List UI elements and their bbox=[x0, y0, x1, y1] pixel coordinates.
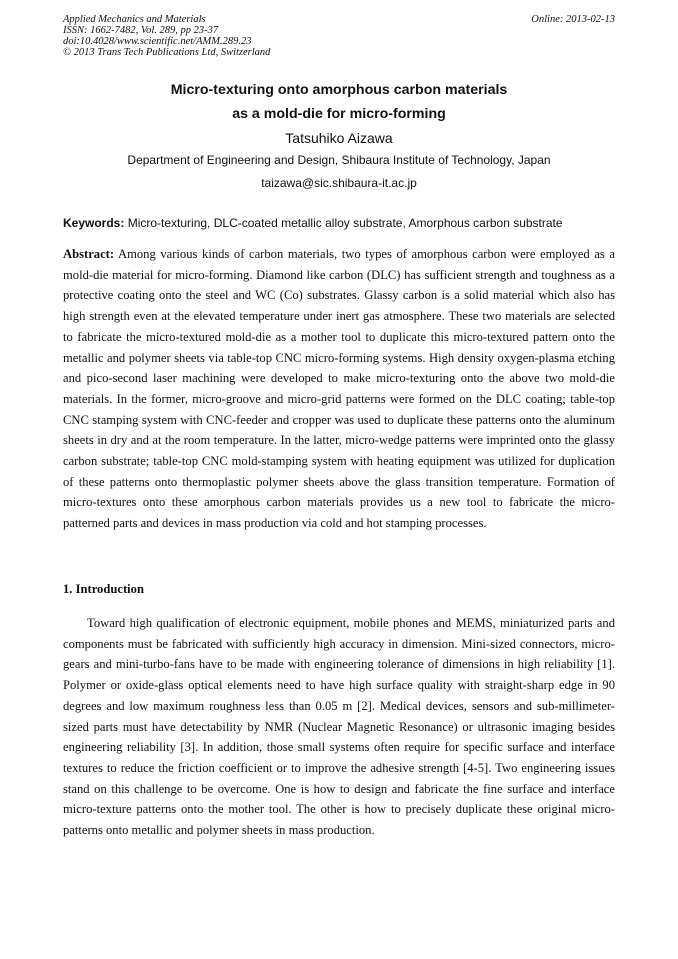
abstract-label: Abstract: bbox=[63, 247, 115, 261]
copyright-line: © 2013 Trans Tech Publications Ltd, Switzerland bbox=[63, 47, 271, 58]
doi-line: doi:10.4028/www.scientific.net/AMM.289.23 bbox=[63, 36, 252, 47]
keywords-label: Keywords: bbox=[63, 216, 125, 230]
section-heading-introduction: 1. Introduction bbox=[63, 582, 144, 596]
journal-header bbox=[63, 14, 615, 58]
author-email: taizawa@sic.shibaura-it.ac.jp bbox=[261, 176, 417, 190]
affiliation: Department of Engineering and Design, Shibaura Institute of Technology, Japan bbox=[127, 153, 551, 167]
paper-title-line-1: Micro-texturing onto amorphous carbon materials bbox=[170, 82, 508, 98]
keywords bbox=[63, 216, 615, 230]
abstract-text: Among various kinds of carbon materials, two types of amorphous carbon were employed as a mold-die material for micro-forming. Diamond like carbon (DLC) has sufficient strength and toughness as a protective coating onto the steel and WC (Co) substrates. Glassy carbon is a solid material which also has high strength even at the elevated temperature under inert gas atmosphere. These two materials are selected to fabricate the micro-textured mold-die as a mother tool to duplicate this micro-textured pattern onto the metallic and polymer sheets via table-top CNC micro-forming systems. High density oxygen-plasma etching and pico-second laser machining were developed to make micro-texturing onto the above two mold-die materials. In the former, micro-groove and micro-grid patterns were formed on the DLC coating; table-top CNC stamping system with CNC-feeder and cropper was used to duplicate these patterns onto the aluminum sheets in dry and at the room temperature. In the latter, micro-wedge patterns were imprinted onto the glassy carbon substrate; table-top CNC mold-stamping system with heating equipment was utilized for duplication of these patterns onto thermoplastic polymer sheets above the glass transition temperature. Formation of micro-textures onto these amorphous carbon materials provides us a new tool to fabricate the micro-patterned parts and devices in mass production via cold and hot stamping processes. bbox=[63, 247, 615, 531]
keywords-text: Micro-texturing, DLC-coated metallic alloy substrate, Amorphous carbon substrate bbox=[127, 216, 563, 230]
paper-title-line-2: as a mold-die for micro-forming bbox=[232, 106, 446, 122]
introduction-paragraph: Toward high qualification of electronic equipment, mobile phones and MEMS, miniaturized parts and components must be fabricated with sufficiently high accuracy in dimension. Mini-sized connectors, micro-gears and mini-turbo-fans have to be made with engineering tolerance of dimensions in high reliability [1]. Polymer or oxide-glass optical elements need to have high surface quality with straight-sharp edge in 90 degrees and low maximum roughness less than 0.05 m [2]. Medical devices, sensors and sub-millimeter-sized parts must have detectability by NMR (Nuclear Magnetic Resonance) or ultrasonic imaging besides engineering reliability [3]. In addition, those small systems often require for specific surface and interface textures to reduce the friction coefficient or to improve the adhesive strength [4-5]. Two engineering issues stand on this challenge to be overcome. One is how to design and fabricate the fine surface and interface micro-texture patterns onto the mother tool. The other is how to precisely duplicate these original micro-patterns onto metallic and polymer sheets in mass production. bbox=[63, 616, 615, 838]
issn-line: ISSN: 1662-7482, Vol. 289, pp 23-37 bbox=[63, 25, 219, 36]
abstract bbox=[63, 244, 615, 534]
online-date: Online: 2013-02-13 bbox=[531, 14, 615, 25]
author-name: Tatsuhiko Aizawa bbox=[285, 130, 393, 146]
journal-name: Applied Mechanics and Materials bbox=[63, 14, 206, 25]
